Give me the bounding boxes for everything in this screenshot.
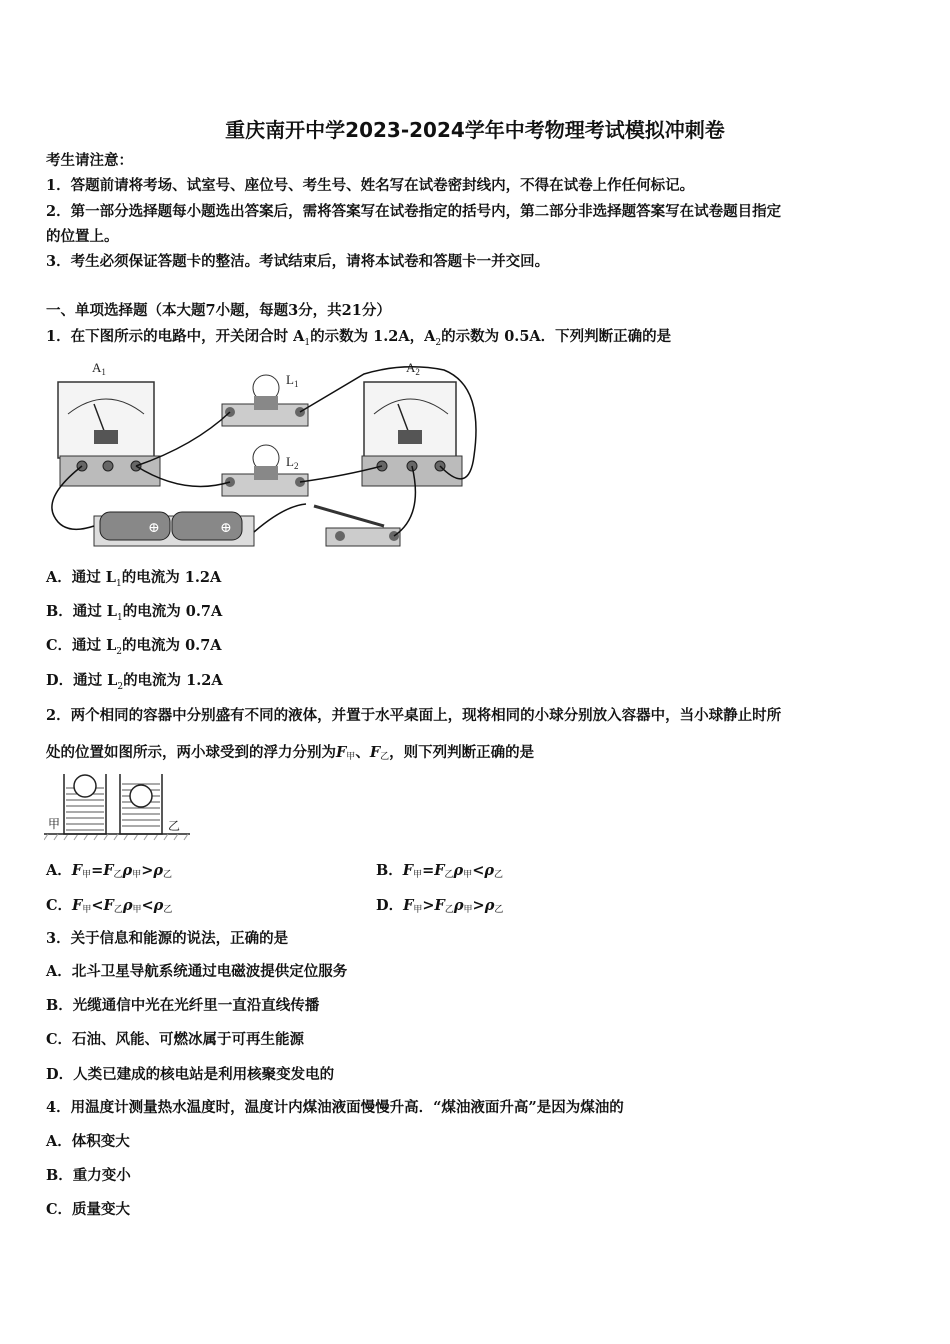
container-jia-icon — [64, 774, 106, 834]
switch-icon — [314, 506, 400, 546]
page-title: 重庆南开中学2023-2024学年中考物理考试模拟冲刺卷 — [225, 118, 725, 142]
q2-option-d: D．F甲>F乙ρ甲>ρ乙 — [376, 897, 504, 915]
battery-icon — [94, 512, 254, 546]
section-heading: 一、单项选择题（本大题7小题，每题3分，共21分） — [46, 302, 391, 319]
q2-stem-line2: 处的位置如图所示，两小球受到的浮力分别为F甲、F乙，则下列判断正确的是 — [46, 744, 535, 762]
notice-item-3: 3．考生必须保证答题卡的整洁。考试结束后，请将本试卷和答题卡一并交回。 — [46, 253, 550, 270]
q1-stem: 1．在下图所示的电路中，开关闭合时 $A_1$的示数为 1.2A，$A_2$的示数为 0.5A．下列判断正确的是 — [46, 328, 672, 348]
svg-text:⊕: ⊕ — [148, 520, 160, 536]
q2-stem-line1: 2．两个相同的容器中分别盛有不同的液体，并置于水平桌面上，现将相同的小球分别放入容器中，当小球静止时所 — [46, 707, 782, 724]
circuit-figure — [44, 356, 484, 556]
q3-option-d: D．人类已建成的核电站是利用核聚变发电的 — [46, 1066, 335, 1083]
q4-stem: 4．用温度计测量热水温度时，温度计内煤油液面慢慢升高．“煤油液面升高”是因为煤油的 — [46, 1099, 624, 1116]
q2-option-b: B．F甲=F乙ρ甲<ρ乙 — [376, 862, 504, 880]
q3-option-b: B．光缆通信中光在光纤里一直沿直线传播 — [46, 997, 320, 1014]
notice-item-2: 2．第一部分选择题每小题选出答案后，需将答案写在试卷指定的括号内，第二部分非选择题答案写在试卷题目指定 — [46, 203, 782, 220]
q4-option-a: A．体积变大 — [46, 1133, 130, 1150]
q3-option-c: C．石油、风能、可燃冰属于可再生能源 — [46, 1031, 305, 1048]
ammeter-a1-label: $A_1$ — [92, 360, 106, 377]
q4-option-c: C．质量变大 — [46, 1201, 131, 1218]
q4-option-b: B．重力变小 — [46, 1167, 131, 1184]
notice-heading: 考生请注意： — [46, 152, 133, 169]
q1-option-a: A．通过 $L_1$的电流为 1.2A — [46, 569, 222, 589]
q3-option-a: A．北斗卫星导航系统通过电磁波提供定位服务 — [46, 963, 348, 980]
svg-text:⊕: ⊕ — [220, 520, 232, 536]
q2-option-a: A．F甲=F乙ρ甲>ρ乙 — [46, 862, 173, 880]
container-jia-label: 甲 — [48, 817, 61, 831]
lamp-l1-label: $L_1$ — [286, 372, 299, 389]
q3-stem: 3．关于信息和能源的说法，正确的是 — [46, 930, 289, 947]
q1-option-d: D．通过 $L_2$的电流为 1.2A — [46, 672, 223, 692]
containers-figure — [44, 770, 194, 842]
q2-option-c: C．F甲<F乙ρ甲<ρ乙 — [46, 897, 173, 915]
notice-item-1: 1．答题前请将考场、试室号、座位号、考生号、姓名写在试卷密封线内，不得在试卷上作任何标记。 — [46, 177, 695, 194]
notice-item-2-cont: 的位置上。 — [46, 228, 119, 245]
ammeter-a2-label: $A_2$ — [406, 360, 420, 377]
ammeter-a2-icon — [362, 382, 462, 486]
container-yi-label: 乙 — [168, 819, 181, 833]
lamp-l2-label: $L_2$ — [286, 454, 299, 471]
q1-option-c: C．通过 $L_2$的电流为 0.7A — [46, 637, 222, 657]
q1-option-b: B．通过 $L_1$的电流为 0.7A — [46, 603, 223, 623]
container-yi-icon — [120, 774, 162, 834]
